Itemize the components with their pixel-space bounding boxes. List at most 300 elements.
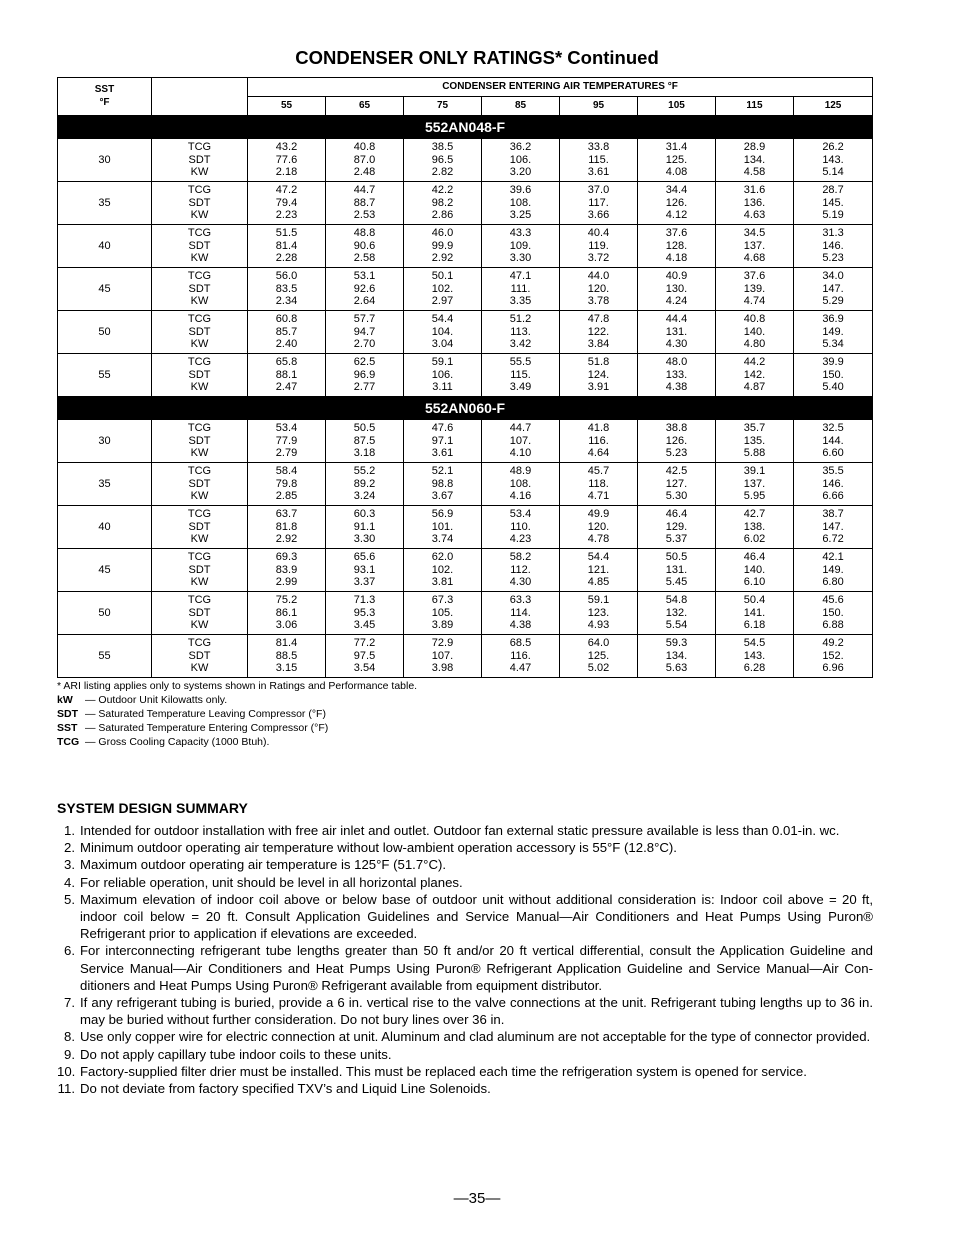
sst-value: 40 — [58, 225, 152, 268]
row-label: TCG — [187, 508, 212, 521]
kw-value: 3.15 — [275, 662, 298, 675]
kw-value: 6.18 — [743, 619, 766, 632]
data-cell — [404, 268, 482, 311]
kw-value: 2.85 — [275, 490, 298, 503]
kw-value: 2.53 — [353, 209, 376, 222]
row-labels — [152, 311, 248, 354]
sdt-value: 120. — [587, 282, 610, 295]
row-label: TCG — [187, 313, 212, 326]
model-header-row — [58, 397, 873, 420]
kw-value: 2.97 — [431, 295, 454, 308]
tcg-value: 40.4 — [587, 227, 610, 240]
tcg-value: 38.7 — [822, 508, 844, 521]
data-cell — [560, 463, 638, 506]
data-cell — [560, 420, 638, 463]
data-cell — [326, 139, 404, 182]
sdt-value: 127. — [665, 477, 688, 490]
kw-value: 5.23 — [665, 447, 688, 460]
sdt-value: 88.1 — [275, 368, 298, 381]
sdt-value: 109. — [509, 239, 532, 252]
sst-value: 50 — [58, 592, 152, 635]
data-cell — [404, 182, 482, 225]
data-cell — [638, 420, 716, 463]
data-cell — [716, 139, 794, 182]
sdt-value: 131. — [665, 563, 688, 576]
table-row — [58, 592, 873, 635]
kw-value: 6.60 — [822, 447, 844, 460]
list-item-text: Do not apply capillary tube indoor coils to these units. — [80, 1046, 392, 1062]
tcg-value: 48.0 — [665, 356, 688, 369]
data-cell — [404, 549, 482, 592]
data-cell — [638, 592, 716, 635]
sdt-value: 81.4 — [275, 239, 298, 252]
row-label: KW — [190, 252, 209, 265]
data-cell — [716, 506, 794, 549]
list-item-number: 9. — [64, 1046, 75, 1062]
table-row — [58, 182, 873, 225]
table-row — [58, 420, 873, 463]
tcg-value: 55.5 — [509, 356, 532, 369]
sdt-value: 79.4 — [275, 196, 298, 209]
data-cell — [248, 420, 326, 463]
kw-value: 2.86 — [431, 209, 454, 222]
tcg-value: 63.7 — [275, 508, 298, 521]
page-number: —35— — [453, 1190, 501, 1207]
row-label: KW — [190, 381, 209, 394]
data-cell — [404, 506, 482, 549]
sdt-value: 81.8 — [275, 520, 298, 533]
list-item — [57, 891, 873, 943]
tcg-value: 58.4 — [275, 465, 298, 478]
kw-value: 2.82 — [431, 166, 454, 179]
data-cell — [248, 635, 326, 678]
footnote-sst: SST — Saturated Temperature Entering Compressor (°F) — [57, 722, 329, 734]
data-cell — [326, 506, 404, 549]
kw-value: 3.11 — [432, 381, 453, 394]
kw-value: 2.28 — [275, 252, 298, 265]
model-name: 552AN048-F — [58, 116, 873, 139]
temperature-header: 85 — [482, 97, 560, 116]
kw-value: 4.10 — [509, 447, 532, 460]
sdt-value: 112. — [510, 563, 531, 576]
tcg-value: 59.3 — [665, 637, 688, 650]
tcg-value: 55.2 — [353, 465, 376, 478]
sdt-value: 108. — [509, 477, 532, 490]
tcg-value: 54.8 — [665, 594, 688, 607]
data-cell — [248, 268, 326, 311]
header-row — [58, 78, 873, 97]
list-item-number: 10. — [57, 1063, 76, 1079]
row-label: SDT — [188, 153, 211, 166]
kw-value: 5.29 — [822, 295, 844, 308]
sdt-value: 102. — [431, 282, 454, 295]
tcg-value: 54.4 — [587, 551, 610, 564]
row-label: TCG — [187, 551, 212, 564]
kw-value: 4.18 — [665, 252, 688, 265]
tcg-value: 37.6 — [743, 270, 766, 283]
row-label: KW — [190, 576, 209, 589]
table-row — [58, 311, 873, 354]
kw-value: 3.30 — [509, 252, 532, 265]
sdt-value: 134. — [665, 649, 688, 662]
tcg-value: 42.7 — [743, 508, 766, 521]
tcg-value: 50.5 — [665, 551, 688, 564]
kw-value: 3.04 — [431, 338, 454, 351]
tcg-value: 53.1 — [353, 270, 376, 283]
kw-value: 5.37 — [665, 533, 688, 546]
data-cell — [638, 225, 716, 268]
row-label: TCG — [187, 637, 212, 650]
kw-value: 6.96 — [822, 662, 844, 675]
tcg-value: 35.5 — [822, 465, 844, 478]
sdt-value: 88.5 — [275, 649, 298, 662]
sdt-value: 135. — [743, 434, 766, 447]
kw-value: 2.92 — [431, 252, 454, 265]
data-cell — [560, 139, 638, 182]
data-cell — [794, 139, 873, 182]
kw-value: 3.25 — [509, 209, 532, 222]
kw-value: 2.77 — [353, 381, 376, 394]
sdt-value: 83.5 — [275, 282, 298, 295]
tcg-value: 36.2 — [509, 141, 532, 154]
list-item-text: For interconnecting refrigerant tube lengths greater than 50 ft and/or 20 ft vertical differential, consult the Application Guideline and Service Manual—Air Conditioners and Heat Pumps Using Puron® Refrigerant Application Guideline and Service Manual—Air Con- ditioners and Heat Pumps Using Puron® Refrigerant available from equipment distributor. — [80, 943, 873, 993]
tcg-value: 39.9 — [822, 356, 844, 369]
sdt-value: 150. — [822, 368, 844, 381]
data-cell — [716, 225, 794, 268]
tcg-value: 44.7 — [509, 422, 532, 435]
tcg-value: 65.8 — [275, 356, 298, 369]
list-item — [57, 822, 873, 839]
tcg-value: 48.9 — [509, 465, 532, 478]
kw-value: 4.23 — [509, 533, 532, 546]
sst-value: 45 — [58, 549, 152, 592]
sdt-value: 104. — [431, 325, 454, 338]
data-cell — [716, 549, 794, 592]
data-cell — [638, 463, 716, 506]
row-labels — [152, 592, 248, 635]
kw-value: 2.92 — [275, 533, 298, 546]
sdt-value: 139. — [743, 282, 766, 295]
row-label: TCG — [187, 227, 212, 240]
data-cell — [482, 420, 560, 463]
row-label: SDT — [188, 563, 211, 576]
tcg-value: 36.9 — [822, 313, 844, 326]
tcg-value: 43.2 — [275, 141, 298, 154]
tcg-value: 38.8 — [665, 422, 688, 435]
tcg-value: 58.2 — [509, 551, 532, 564]
kw-value: 5.40 — [822, 381, 844, 394]
list-item-number: 5. — [64, 891, 75, 907]
sdt-value: 86.1 — [275, 606, 298, 619]
row-label: KW — [190, 662, 209, 675]
data-cell — [482, 549, 560, 592]
kw-value: 3.89 — [431, 619, 454, 632]
sdt-value: 101. — [431, 520, 454, 533]
sdt-value: 98.8 — [431, 477, 454, 490]
row-labels — [152, 549, 248, 592]
data-cell — [560, 592, 638, 635]
row-label: KW — [190, 338, 209, 351]
tcg-value: 51.8 — [587, 356, 610, 369]
temperature-header: 65 — [326, 97, 404, 116]
sst-value: 35 — [58, 182, 152, 225]
data-cell — [560, 311, 638, 354]
kw-value: 2.34 — [275, 295, 298, 308]
footnotes — [57, 679, 417, 749]
kw-value: 4.24 — [665, 295, 688, 308]
kw-value: 4.80 — [743, 338, 766, 351]
tcg-value: 60.8 — [275, 313, 298, 326]
data-cell — [482, 354, 560, 397]
data-cell — [716, 182, 794, 225]
data-cell — [794, 311, 873, 354]
kw-value: 5.02 — [587, 662, 610, 675]
tcg-value: 43.3 — [509, 227, 532, 240]
row-label: TCG — [187, 422, 212, 435]
tcg-value: 42.5 — [665, 465, 688, 478]
data-cell — [794, 268, 873, 311]
list-item-text: Minimum outdoor operating air temperature without low-ambient operation accessory is 55°F (12.8°C). — [80, 840, 677, 856]
tcg-value: 42.1 — [822, 551, 844, 564]
kw-value: 3.72 — [587, 252, 610, 265]
tcg-value: 40.8 — [743, 313, 766, 326]
row-label: TCG — [187, 356, 212, 369]
list-item — [57, 856, 873, 873]
tcg-value: 45.6 — [822, 594, 844, 607]
kw-value: 4.78 — [587, 533, 610, 546]
data-cell — [638, 311, 716, 354]
sdt-value: 133. — [665, 368, 688, 381]
sdt-value: 96.5 — [431, 153, 454, 166]
row-labels — [152, 225, 248, 268]
tcg-value: 71.3 — [353, 594, 376, 607]
kw-value: 3.81 — [431, 576, 454, 589]
data-cell — [404, 311, 482, 354]
blank-header — [152, 78, 248, 116]
tcg-value: 28.9 — [743, 141, 766, 154]
kw-value: 5.95 — [743, 490, 766, 503]
data-cell — [560, 354, 638, 397]
tcg-value: 53.4 — [509, 508, 532, 521]
sdt-value: 77.6 — [275, 153, 298, 166]
footnote-kw: kW — Outdoor Unit Kilowatts only. — [57, 694, 228, 706]
data-cell — [716, 463, 794, 506]
kw-value: 5.54 — [665, 619, 688, 632]
kw-value: 5.14 — [822, 166, 844, 179]
kw-value: 2.79 — [275, 447, 298, 460]
data-cell — [326, 268, 404, 311]
data-cell — [404, 463, 482, 506]
row-labels — [152, 506, 248, 549]
tcg-value: 51.2 — [509, 313, 532, 326]
data-cell — [326, 592, 404, 635]
data-cell — [638, 354, 716, 397]
list-item — [57, 1080, 873, 1097]
sdt-value: 114. — [510, 606, 531, 619]
sst-value: 55 — [58, 635, 152, 678]
sdt-value: 91.1 — [353, 520, 376, 533]
sdt-value: 146. — [822, 477, 844, 490]
sdt-value: 97.1 — [431, 434, 454, 447]
sdt-value: 138. — [743, 520, 766, 533]
row-label: TCG — [187, 270, 212, 283]
row-label: KW — [190, 490, 209, 503]
tcg-value: 50.4 — [743, 594, 766, 607]
tcg-value: 62.0 — [431, 551, 454, 564]
temperature-header: 55 — [248, 97, 326, 116]
sdt-value: 90.6 — [353, 239, 376, 252]
row-label: SDT — [188, 649, 211, 662]
sdt-value: 144. — [822, 434, 844, 447]
data-cell — [794, 354, 873, 397]
kw-value: 3.67 — [431, 490, 454, 503]
tcg-value: 77.2 — [353, 637, 376, 650]
row-label: TCG — [187, 594, 212, 607]
sdt-value: 142. — [743, 368, 766, 381]
system-design-summary-heading: SYSTEM DESIGN SUMMARY — [57, 800, 248, 816]
data-cell — [326, 549, 404, 592]
data-cell — [794, 506, 873, 549]
list-item-number: 1. — [64, 823, 75, 838]
kw-value: 3.49 — [509, 381, 532, 394]
row-label: SDT — [188, 239, 211, 252]
list-item-text: For reliable operation, unit should be level in all horizontal planes. — [80, 874, 463, 890]
tcg-value: 39.6 — [509, 184, 532, 197]
kw-value: 6.88 — [822, 619, 844, 632]
sdt-value: 107. — [431, 649, 454, 662]
data-cell — [248, 506, 326, 549]
data-cell — [248, 354, 326, 397]
tcg-value: 49.2 — [822, 637, 844, 650]
tcg-value: 46.4 — [665, 508, 688, 521]
tcg-value: 47.8 — [587, 313, 610, 326]
row-label: SDT — [188, 606, 211, 619]
tcg-value: 40.9 — [665, 270, 688, 283]
kw-value: 6.10 — [743, 576, 766, 589]
kw-value: 3.06 — [275, 619, 298, 632]
temperature-header: 75 — [404, 97, 482, 116]
data-cell — [560, 635, 638, 678]
sdt-value: 116. — [510, 649, 531, 662]
kw-value: 5.34 — [822, 338, 844, 351]
sst-header — [58, 78, 152, 116]
tcg-value: 56.0 — [275, 270, 298, 283]
tcg-value: 44.2 — [743, 356, 766, 369]
tcg-value: 64.0 — [587, 637, 610, 650]
kw-value: 4.30 — [509, 576, 532, 589]
sdt-value: 102. — [431, 563, 454, 576]
sdt-value: 128. — [665, 239, 688, 252]
kw-value: 4.08 — [665, 166, 688, 179]
tcg-value: 60.3 — [353, 508, 376, 521]
data-cell — [248, 225, 326, 268]
tcg-value: 37.6 — [665, 227, 688, 240]
sdt-value: 152. — [822, 649, 844, 662]
sdt-value: 115. — [510, 368, 531, 381]
row-labels — [152, 463, 248, 506]
kw-value: 2.18 — [275, 166, 298, 179]
tcg-value: 50.1 — [431, 270, 454, 283]
list-item-number: 2. — [64, 840, 75, 856]
sdt-value: 77.9 — [275, 434, 298, 447]
kw-value: 4.58 — [743, 166, 766, 179]
data-cell — [794, 225, 873, 268]
list-item — [57, 874, 873, 891]
kw-value: 2.58 — [353, 252, 376, 265]
page-title: CONDENSER ONLY RATINGS* Continued — [295, 47, 659, 68]
model-name: 552AN060-F — [58, 397, 873, 420]
tcg-value: 52.1 — [431, 465, 454, 478]
data-cell — [326, 182, 404, 225]
kw-value: 3.35 — [509, 295, 532, 308]
data-cell — [482, 182, 560, 225]
temperature-header: 95 — [560, 97, 638, 116]
kw-value: 5.19 — [822, 209, 844, 222]
kw-value: 4.87 — [743, 381, 766, 394]
list-item-text: Do not deviate from factory specified TXV’s and Liquid Line Solenoids. — [80, 1081, 491, 1097]
sdt-value: 147. — [822, 282, 844, 295]
kw-value: 4.63 — [743, 209, 766, 222]
kw-value: 6.72 — [822, 533, 844, 546]
kw-value: 3.42 — [509, 338, 532, 351]
data-cell — [560, 182, 638, 225]
data-cell — [716, 311, 794, 354]
row-label: SDT — [188, 368, 211, 381]
sdt-value: 150. — [822, 606, 844, 619]
kw-value: 5.23 — [822, 252, 844, 265]
row-labels — [152, 139, 248, 182]
sdt-value: 126. — [665, 434, 688, 447]
sdt-value: 140. — [743, 325, 766, 338]
tcg-value: 63.3 — [509, 594, 532, 607]
tcg-value: 67.3 — [431, 594, 454, 607]
kw-value: 3.24 — [353, 490, 376, 503]
sdt-value: 122. — [587, 325, 610, 338]
list-item-text: Intended for outdoor installation with free air inlet and outlet. Outdoor fan external static pressure available is less than 0.01-in. wc. — [80, 823, 840, 838]
kw-value: 4.68 — [743, 252, 766, 265]
list-item-number: 3. — [64, 857, 75, 873]
kw-value: 5.88 — [743, 447, 766, 460]
kw-value: 3.98 — [431, 662, 454, 675]
data-cell — [248, 592, 326, 635]
data-cell — [560, 549, 638, 592]
kw-value: 3.54 — [353, 662, 376, 675]
footnote-asterisk: * ARI listing applies only to systems shown in Ratings and Performance table. — [57, 680, 418, 692]
kw-value: 3.30 — [353, 533, 376, 546]
tcg-value: 44.7 — [353, 184, 376, 197]
data-cell — [638, 268, 716, 311]
kw-value: 3.37 — [353, 576, 376, 589]
sdt-value: 98.2 — [431, 196, 454, 209]
list-item — [57, 1028, 873, 1045]
tcg-value: 51.5 — [275, 227, 298, 240]
data-cell — [482, 463, 560, 506]
row-label: KW — [190, 166, 209, 179]
data-cell — [482, 225, 560, 268]
tcg-value: 49.9 — [587, 508, 610, 521]
data-cell — [326, 354, 404, 397]
row-label: KW — [190, 533, 209, 546]
row-label: SDT — [188, 196, 211, 209]
row-label: KW — [190, 619, 209, 632]
tcg-value: 34.4 — [665, 184, 688, 197]
tcg-value: 59.1 — [431, 356, 454, 369]
tcg-value: 46.4 — [743, 551, 766, 564]
data-cell — [482, 311, 560, 354]
tcg-value: 56.9 — [431, 508, 454, 521]
data-cell — [248, 139, 326, 182]
sst-value: 30 — [58, 420, 152, 463]
